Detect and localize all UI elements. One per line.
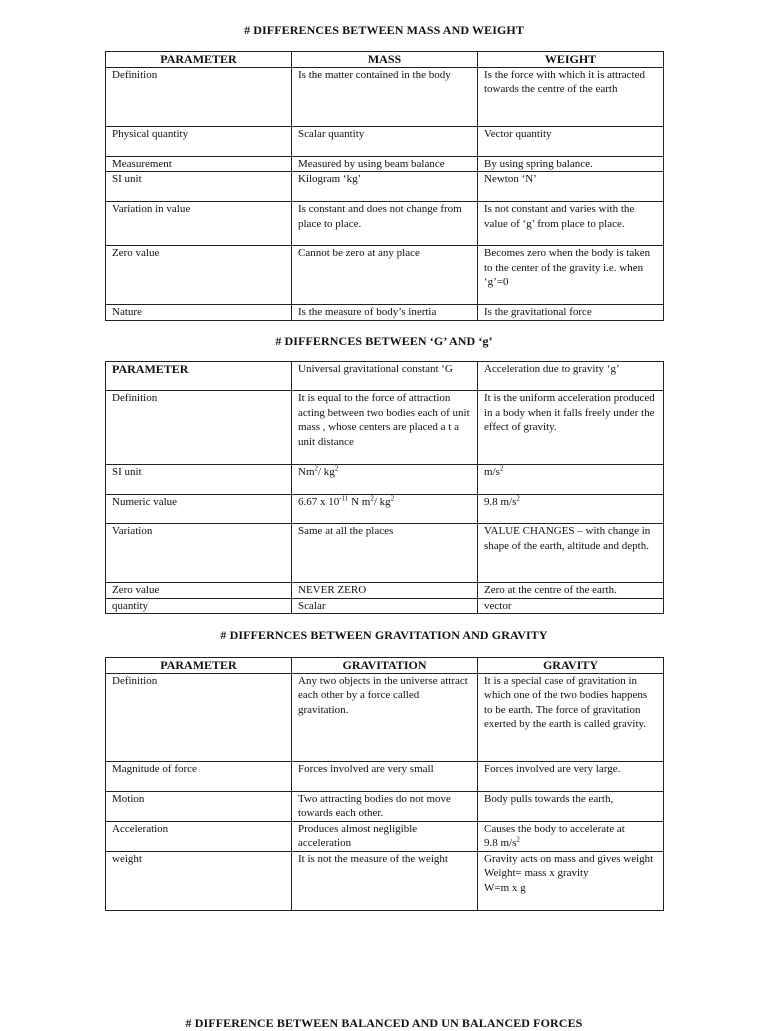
cell-G: It is equal to the force of attraction acting between two bodies each of unit mass , whose centers are placed a t a unit distance xyxy=(292,391,478,465)
cell-gravity xyxy=(478,821,664,851)
mass-weight-heading: # DIFFERENCES BETWEEN MASS AND WEIGHT xyxy=(244,23,524,37)
table-row xyxy=(106,524,664,583)
cell-parameter: Zero value xyxy=(106,583,292,599)
cell-gravity: Forces involved are very large. xyxy=(478,761,664,791)
table-row xyxy=(106,391,664,465)
table-row xyxy=(106,202,664,246)
table-row xyxy=(106,495,664,524)
si-unit-G-base: Nm xyxy=(298,466,315,478)
cell-parameter: Numeric value xyxy=(106,495,292,524)
cell-mass: Measured by using beam balance xyxy=(292,156,478,172)
weight-gravity-line3: W=m x g xyxy=(484,881,526,894)
acceleration-gravity-line1: Causes the body to accelerate at xyxy=(484,822,625,835)
cell-gravitation: Forces involved are very small xyxy=(292,761,478,791)
header-g: Acceleration due to gravity ‘g’ xyxy=(478,362,664,391)
cell-parameter: Acceleration xyxy=(106,821,292,851)
table-row xyxy=(106,156,664,172)
table-row xyxy=(106,465,664,495)
cell-parameter: Variation in value xyxy=(106,202,292,246)
table-row xyxy=(106,172,664,202)
cell-parameter: Zero value xyxy=(106,246,292,305)
cell-weight: Is not constant and varies with the value of ‘g’ from place to place. xyxy=(478,202,664,246)
si-unit-G-sup1: 2 xyxy=(314,464,318,473)
table-row xyxy=(106,305,664,321)
header-parameter: PARAMETER xyxy=(106,658,292,674)
cell-G xyxy=(292,495,478,524)
weight-gravity-line1: Gravity acts on mass and gives weight xyxy=(484,852,654,865)
cell-gravity: It is a special case of gravitation in which one of the two bodies happens to be earth. The force of gravitation exerted by the earth is called gravity. xyxy=(478,673,664,761)
cell-G: NEVER ZERO xyxy=(292,583,478,599)
cell-parameter: Measurement xyxy=(106,156,292,172)
cell-gravitation: Produces almost negligible acceleration xyxy=(292,821,478,851)
table-row xyxy=(106,126,664,156)
table-header-row xyxy=(106,658,664,674)
numeric-g-sup: 2 xyxy=(516,494,520,503)
cell-parameter: Physical quantity xyxy=(106,126,292,156)
gravitation-gravity-table xyxy=(105,657,664,911)
cell-g: Zero at the centre of the earth. xyxy=(478,583,664,599)
numeric-G-sup2: 2 xyxy=(390,494,395,503)
cell-parameter: Definition xyxy=(106,673,292,761)
numeric-G-mid2: / kg xyxy=(373,496,391,508)
numeric-G-exp: -11 xyxy=(339,494,349,503)
cell-G: Same at all the places xyxy=(292,524,478,583)
cell-gravitation: Any two objects in the universe attract each other by a force called gravitation. xyxy=(292,673,478,761)
acceleration-gravity-value: 9.8 m/s xyxy=(484,837,517,849)
cell-gravitation: Two attracting bodies do not move towards each other. xyxy=(292,791,478,821)
cell-parameter: weight xyxy=(106,851,292,910)
cell-weight: Is the force with which it is attracted towards the centre of the earth xyxy=(478,67,664,126)
table-row xyxy=(106,791,664,821)
cell-parameter: quantity xyxy=(106,598,292,614)
table-header-row xyxy=(106,362,664,391)
header-mass: MASS xyxy=(292,52,478,68)
cell-gravity: Body pulls towards the earth, xyxy=(478,791,664,821)
cell-g: VALUE CHANGES – with change in shape of the earth, altitude and depth. xyxy=(478,524,664,583)
header-gravitation: GRAVITATION xyxy=(292,658,478,674)
si-unit-g-base: m/s xyxy=(484,466,500,478)
cell-weight: Vector quantity xyxy=(478,126,664,156)
cell-mass: Scalar quantity xyxy=(292,126,478,156)
table-row xyxy=(106,598,664,614)
gravitation-gravity-heading: # DIFFERNCES BETWEEN GRAVITATION AND GRAVITY xyxy=(220,628,548,642)
table-header-row xyxy=(106,52,664,68)
cell-parameter: SI unit xyxy=(106,465,292,495)
header-parameter: PARAMETER xyxy=(106,362,292,391)
weight-gravity-line2: Weight= mass x gravity xyxy=(484,867,589,879)
si-unit-G-sup2: 2 xyxy=(334,464,339,473)
si-unit-g-sup: 2 xyxy=(499,464,504,473)
table-row xyxy=(106,246,664,305)
header-G: Universal gravitational constant ‘G xyxy=(292,362,478,391)
header-parameter: PARAMETER xyxy=(106,52,292,68)
table-row xyxy=(106,67,664,126)
cell-parameter: Definition xyxy=(106,391,292,465)
cell-parameter: Definition xyxy=(106,67,292,126)
cell-g xyxy=(478,495,664,524)
cell-parameter: Magnitude of force xyxy=(106,761,292,791)
si-unit-G-mid: / kg xyxy=(318,466,335,478)
cell-g: vector xyxy=(478,598,664,614)
mass-weight-table xyxy=(105,51,664,321)
numeric-g-base: 9.8 m/s xyxy=(484,496,517,508)
cell-weight: Newton ‘N’ xyxy=(478,172,664,202)
table-row xyxy=(106,583,664,599)
cell-weight: Becomes zero when the body is taken to the center of the gravity i.e. when ‘g’=0 xyxy=(478,246,664,305)
numeric-G-sup1: 2 xyxy=(370,494,374,503)
balanced-forces-heading: # DIFFERENCE BETWEEN BALANCED AND UN BALANCED FORCES xyxy=(185,1016,583,1030)
acceleration-gravity-sup: 2 xyxy=(516,835,520,844)
numeric-G-mid: N m xyxy=(348,496,371,508)
cell-parameter: Nature xyxy=(106,305,292,321)
table-row xyxy=(106,821,664,851)
table-row xyxy=(106,761,664,791)
cell-mass: Is the matter contained in the body xyxy=(292,67,478,126)
cell-mass: Cannot be zero at any place xyxy=(292,246,478,305)
cell-parameter: SI unit xyxy=(106,172,292,202)
cell-mass: Is the measure of body’s inertia xyxy=(292,305,478,321)
header-gravity: GRAVITY xyxy=(478,658,664,674)
G-g-table xyxy=(105,361,664,614)
cell-weight: By using spring balance. xyxy=(478,156,664,172)
cell-weight: Is the gravitational force xyxy=(478,305,664,321)
G-g-heading: # DIFFERNCES BETWEEN ‘G’ AND ‘g’ xyxy=(275,334,493,348)
cell-gravitation: It is not the measure of the weight xyxy=(292,851,478,910)
table-row xyxy=(106,851,664,910)
table-row xyxy=(106,673,664,761)
acceleration-gravity-line2 xyxy=(484,836,657,851)
cell-g: It is the uniform acceleration produced in a body when it falls freely under the effect of gravity. xyxy=(478,391,664,465)
cell-mass: Kilogram ‘kg’ xyxy=(292,172,478,202)
cell-gravity xyxy=(478,851,664,910)
header-weight: WEIGHT xyxy=(478,52,664,68)
cell-parameter: Variation xyxy=(106,524,292,583)
numeric-G-base: 6.67 x 10 xyxy=(298,496,340,508)
cell-G xyxy=(292,465,478,495)
cell-parameter: Motion xyxy=(106,791,292,821)
cell-mass: Is constant and does not change from place to place. xyxy=(292,202,478,246)
cell-g xyxy=(478,465,664,495)
cell-G: Scalar xyxy=(292,598,478,614)
